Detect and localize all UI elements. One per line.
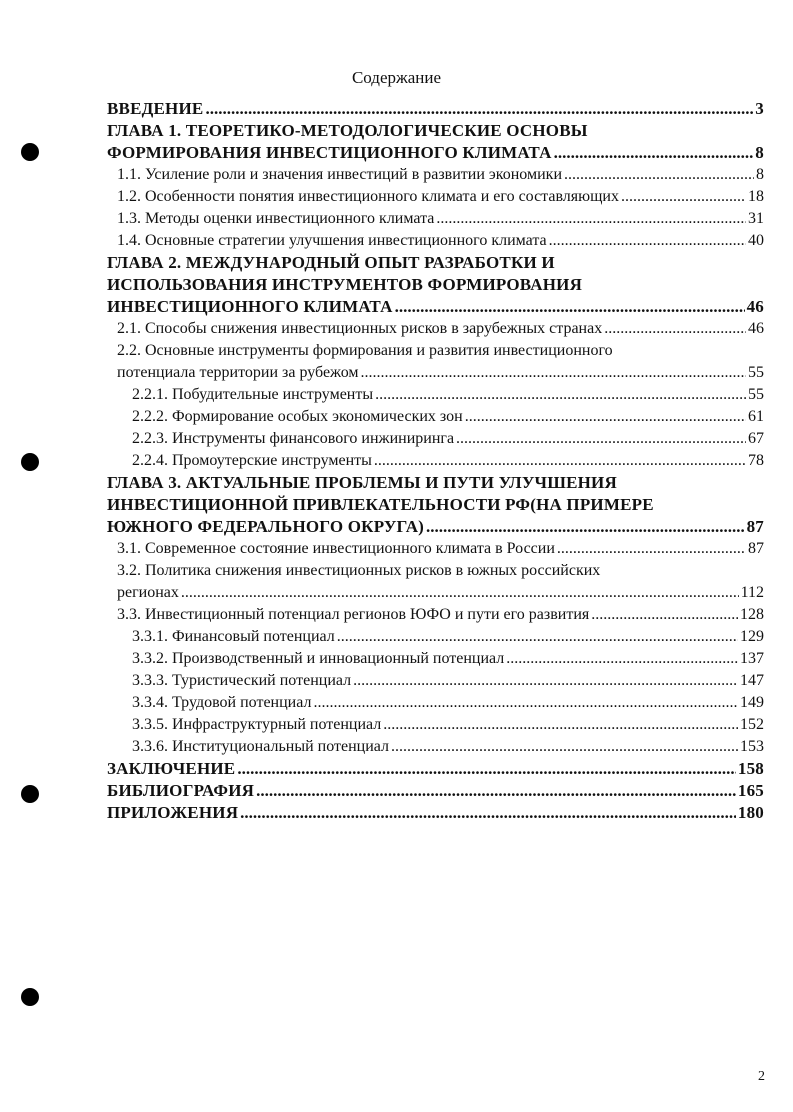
dot-leader	[391, 736, 738, 758]
dot-leader	[564, 164, 754, 186]
dot-leader	[395, 296, 745, 318]
toc-page-number: 3	[755, 99, 764, 118]
toc-entry-title: 2.2.1. Побудительные инструменты	[132, 386, 374, 403]
toc-entry-row	[107, 186, 764, 208]
dot-leader	[456, 428, 746, 450]
toc-page-number: 87	[748, 540, 764, 557]
toc-page-number: 61	[748, 408, 764, 425]
toc-entry[interactable]	[107, 560, 764, 604]
toc-entry-title: 3.1. Современное состояние инвестиционного климата в России	[117, 540, 555, 557]
toc-entry-title: 3.3. Инвестиционный потенциал регионов ЮФО и пути его развития	[117, 606, 590, 623]
toc-entry-title: регионах	[117, 584, 179, 601]
toc-entry-row	[107, 670, 764, 692]
toc-entry-title: 1.1. Усиление роли и значения инвестиций в развитии экономики	[117, 166, 563, 183]
toc-entry-title: 2.2.4. Промоутерские инструменты	[132, 452, 372, 469]
toc-page-number: 46	[748, 320, 764, 337]
toc-entry[interactable]	[107, 472, 764, 538]
toc-entry-title: 1.3. Методы оценки инвестиционного климата	[117, 210, 435, 227]
toc-entry[interactable]	[107, 758, 764, 780]
binder-hole	[21, 453, 39, 471]
toc-entry-title: 1.4. Основные стратегии улучшения инвестиционного климата	[117, 232, 547, 249]
toc-entry-title: ФОРМИРОВАНИЯ ИНВЕСТИЦИОННОГО КЛИМАТА	[107, 143, 552, 162]
dot-leader	[237, 758, 736, 780]
toc-entry-row	[107, 802, 764, 824]
toc-entry-title: 3.3.5. Инфраструктурный потенциал	[132, 716, 382, 733]
toc-entry-row	[107, 582, 764, 604]
toc-entry[interactable]	[107, 406, 764, 428]
toc-entry-row	[107, 538, 764, 560]
dot-leader	[353, 670, 738, 692]
dot-leader	[436, 208, 746, 230]
toc-entry-row	[107, 362, 764, 384]
toc-entry[interactable]	[107, 538, 764, 560]
toc-entry-row	[107, 208, 764, 230]
toc-entry-row	[107, 648, 764, 670]
toc-entry[interactable]	[107, 692, 764, 714]
toc-page-number: 128	[740, 606, 764, 623]
toc-entry-title: 2.2.2. Формирование особых экономических зон	[132, 408, 463, 425]
toc-page-number: 8	[756, 166, 764, 183]
dot-leader	[621, 186, 746, 208]
toc-entry-row	[107, 384, 764, 406]
dot-leader	[181, 582, 739, 604]
dot-leader	[375, 384, 746, 406]
toc-entry-row	[107, 428, 764, 450]
toc-page-number: 147	[740, 672, 764, 689]
toc-entry-title: 2.2.3. Инструменты финансового инжиниринга	[132, 430, 455, 447]
toc-entry[interactable]	[107, 802, 764, 824]
toc-entry[interactable]	[107, 626, 764, 648]
toc-entry-row	[107, 780, 764, 802]
toc-page-number: 165	[737, 781, 764, 800]
dot-leader	[313, 692, 738, 714]
toc-entry[interactable]	[107, 648, 764, 670]
toc-entry-line: ИНВЕСТИЦИОННОЙ ПРИВЛЕКАТЕЛЬНОСТИ РФ(НА ПРИМЕРЕ	[107, 495, 654, 514]
toc-entry-title: ЮЖНОГО ФЕДЕРАЛЬНОГО ОКРУГА)	[107, 517, 425, 536]
binder-hole	[21, 143, 39, 161]
toc-entry-title: ЗАКЛЮЧЕНИЕ	[107, 759, 236, 778]
toc-entry-title: 1.2. Особенности понятия инвестиционного климата и его составляющих	[117, 188, 619, 205]
dot-leader	[506, 648, 738, 670]
toc-page-number: 129	[740, 628, 764, 645]
toc-entry-title: 2.1. Способы снижения инвестиционных рисков в зарубежных странах	[117, 320, 603, 337]
toc-page-number: 87	[746, 517, 764, 536]
toc-page-number: 137	[740, 650, 764, 667]
toc-page-number: 153	[740, 738, 764, 755]
toc-entry[interactable]	[107, 780, 764, 802]
toc-entry-row	[107, 98, 764, 120]
toc-entry-title: БИБЛИОГРАФИЯ	[107, 781, 255, 800]
dot-leader	[426, 516, 745, 538]
toc-entry-row	[107, 604, 764, 626]
toc-entry[interactable]	[107, 384, 764, 406]
toc-entry-row	[107, 230, 764, 252]
toc-entry[interactable]	[107, 714, 764, 736]
toc-entry[interactable]	[107, 98, 764, 120]
binder-hole	[21, 988, 39, 1006]
dot-leader	[465, 406, 746, 428]
toc-entry-title: 3.3.4. Трудовой потенциал	[132, 694, 312, 711]
dot-leader	[554, 142, 754, 164]
toc-entry-row	[107, 142, 764, 164]
dot-leader	[361, 362, 746, 384]
dot-leader	[604, 318, 746, 340]
toc-page-number: 78	[748, 452, 764, 469]
toc-entry[interactable]	[107, 164, 764, 186]
toc-entry[interactable]	[107, 428, 764, 450]
toc-entry[interactable]	[107, 208, 764, 230]
toc-entry[interactable]	[107, 604, 764, 626]
toc-page-number: 112	[740, 584, 764, 601]
toc-entry[interactable]	[107, 340, 764, 384]
dot-leader	[337, 626, 738, 648]
dot-leader	[591, 604, 738, 626]
toc-entry[interactable]	[107, 252, 764, 318]
dot-leader	[549, 230, 746, 252]
toc-page-number: 152	[740, 716, 764, 733]
toc-entry[interactable]	[107, 120, 764, 164]
toc-page-number: 55	[748, 364, 764, 381]
toc-page-number: 46	[746, 297, 764, 316]
toc-entry-row	[107, 692, 764, 714]
page-title: Содержание	[351, 68, 442, 87]
toc-entry-row	[107, 714, 764, 736]
toc-entry-row	[107, 296, 764, 318]
toc-entry-line: 3.2. Политика снижения инвестиционных рисков в южных российских	[117, 562, 601, 579]
dot-leader	[374, 450, 746, 472]
dot-leader	[256, 780, 736, 802]
toc-page-number: 149	[740, 694, 764, 711]
toc-entry-title: 3.3.3. Туристический потенциал	[132, 672, 352, 689]
toc-entry-title: ВВЕДЕНИЕ	[107, 99, 204, 118]
toc-page-number: 55	[748, 386, 764, 403]
toc-entry[interactable]	[107, 318, 764, 340]
dot-leader	[383, 714, 738, 736]
toc-entry-title: ПРИЛОЖЕНИЯ	[107, 803, 239, 822]
toc-entry[interactable]	[107, 450, 764, 472]
toc-page-number: 18	[748, 188, 764, 205]
toc-entry-row	[107, 516, 764, 538]
toc-entry-row	[107, 736, 764, 758]
toc-entry-line: ГЛАВА 3. АКТУАЛЬНЫЕ ПРОБЛЕМЫ И ПУТИ УЛУЧШЕНИЯ	[107, 473, 617, 492]
toc-entry-row	[107, 318, 764, 340]
toc-entry-title: 3.3.1. Финансовый потенциал	[132, 628, 335, 645]
toc-entry-line: ИСПОЛЬЗОВАНИЯ ИНСТРУМЕНТОВ ФОРМИРОВАНИЯ	[107, 275, 583, 294]
toc-page-number: 31	[748, 210, 764, 227]
binder-hole	[21, 785, 39, 803]
toc-page-number: 8	[755, 143, 764, 162]
toc-entry-row	[107, 758, 764, 780]
toc-entry-title: ИНВЕСТИЦИОННОГО КЛИМАТА	[107, 297, 393, 316]
toc-page-number: 158	[737, 759, 764, 778]
dot-leader	[240, 802, 736, 824]
toc-page-number: 67	[748, 430, 764, 447]
toc-entry[interactable]	[107, 736, 764, 758]
toc-entry[interactable]	[107, 186, 764, 208]
toc-entry-row	[107, 450, 764, 472]
toc-entry-row	[107, 626, 764, 648]
toc-entry-title: 3.3.2. Производственный и инновационный потенциал	[132, 650, 505, 667]
toc-entry-title: 3.3.6. Институциональный потенциал	[132, 738, 389, 755]
toc-entry-line: ГЛАВА 1. ТЕОРЕТИКО-МЕТОДОЛОГИЧЕСКИЕ ОСНОВЫ	[107, 121, 588, 140]
page-number: 2	[758, 1069, 765, 1084]
toc-entry-line: 2.2. Основные инструменты формирования и развития инвестиционного	[117, 342, 613, 359]
table-of-contents	[107, 98, 764, 824]
toc-entry-line: ГЛАВА 2. МЕЖДУНАРОДНЫЙ ОПЫТ РАЗРАБОТКИ И	[107, 253, 555, 272]
toc-page-number: 180	[737, 803, 764, 822]
toc-page-number: 40	[748, 232, 764, 249]
toc-entry[interactable]	[107, 670, 764, 692]
toc-entry-title: потенциала территории за рубежом	[117, 364, 359, 381]
dot-leader	[205, 98, 753, 120]
toc-entry[interactable]	[107, 230, 764, 252]
dot-leader	[557, 538, 746, 560]
toc-entry-row	[107, 406, 764, 428]
toc-entry-row	[107, 164, 764, 186]
